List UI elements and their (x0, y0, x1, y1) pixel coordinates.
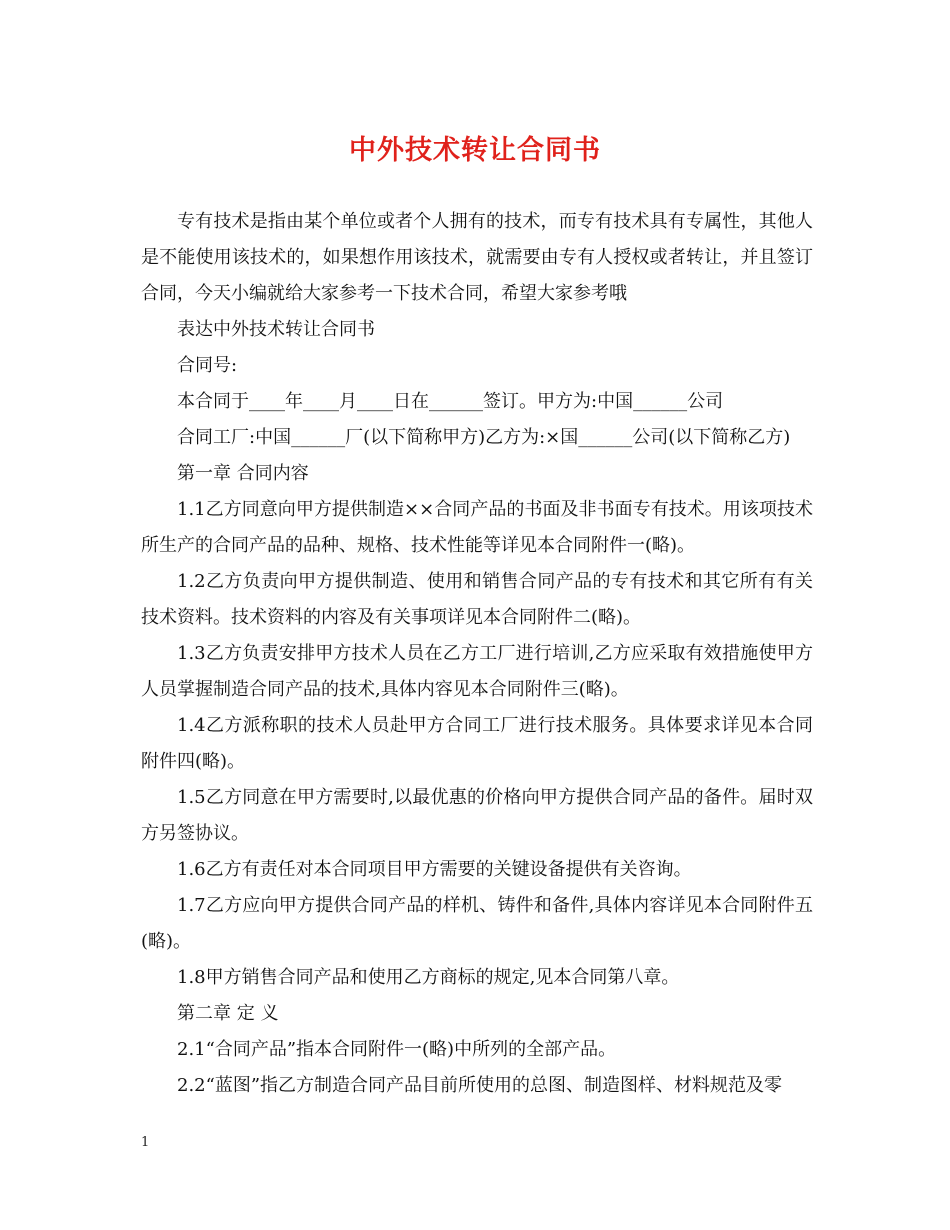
clause-1-7: 1.7乙方应向甲方提供合同产品的样机、铸件和备件,具体内容详见本合同附件五(略)。 (141, 895, 813, 952)
clause-1-3: 1.3乙方负责安排甲方技术人员在乙方工厂进行培训,乙方应采取有效措施使甲方人员掌握制造合同产品的技术,具体内容见本合同附件三(略)。 (141, 643, 813, 700)
clause-1-4: 1.4乙方派称职的技术人员赴甲方合同工厂进行技术服务。具体要求详见本合同附件四(略)。 (141, 715, 813, 772)
clause-1-1: 1.1乙方同意向甲方提供制造××合同产品的书面及非书面专有技术。用该项技术所生产的合同产品的品种、规格、技术性能等详见本合同附件一(略)。 (141, 499, 813, 556)
clause-1-8: 1.8甲方销售合同产品和使用乙方商标的规定,见本合同第八章。 (177, 967, 680, 988)
clause-2-2: 2.2“蓝图”指乙方制造合同产品目前所使用的总图、制造图样、材料规范及零 (177, 1075, 783, 1096)
contract-number-line: 合同号: (177, 355, 238, 376)
document-body (141, 204, 813, 1104)
parties-line: 合同工厂:中国______厂(以下简称甲方)乙方为:×国______公司(以下简称乙方) (177, 427, 791, 448)
document-title: 中外技术转让合同书 (349, 135, 601, 166)
page-number: 1 (141, 1135, 150, 1150)
intro-paragraph: 专有技术是指由某个单位或者个人拥有的技术，而专有技术具有专属性，其他人是不能使用该技术的，如果想作用该技术，就需要由专有人授权或者转让，并且签订合同，今天小编就给大家参考一下技术合同，希望大家参考哦 (141, 211, 813, 304)
chapter-two-heading: 第二章 定 义 (177, 1003, 279, 1024)
clause-2-1: 2.1“合同产品”指本合同附件一(略)中所列的全部产品。 (177, 1039, 617, 1060)
clause-1-2: 1.2乙方负责向甲方提供制造、使用和销售合同产品的专有技术和其它所有有关技术资料。技术资料的内容及有关事项详见本合同附件二(略)。 (141, 571, 813, 628)
clause-1-6: 1.6乙方有责任对本合同项目甲方需要的关键设备提供有关咨询。 (177, 859, 692, 880)
subtitle-line: 表达中外技术转让合同书 (177, 319, 375, 340)
signing-line: 本合同于____年____月____日在______签订。甲方为:中国______公司 (177, 391, 724, 412)
chapter-one-heading: 第一章 合同内容 (177, 463, 309, 484)
clause-1-5: 1.5乙方同意在甲方需要时,以最优惠的价格向甲方提供合同产品的备件。届时双方另签协议。 (141, 787, 813, 844)
